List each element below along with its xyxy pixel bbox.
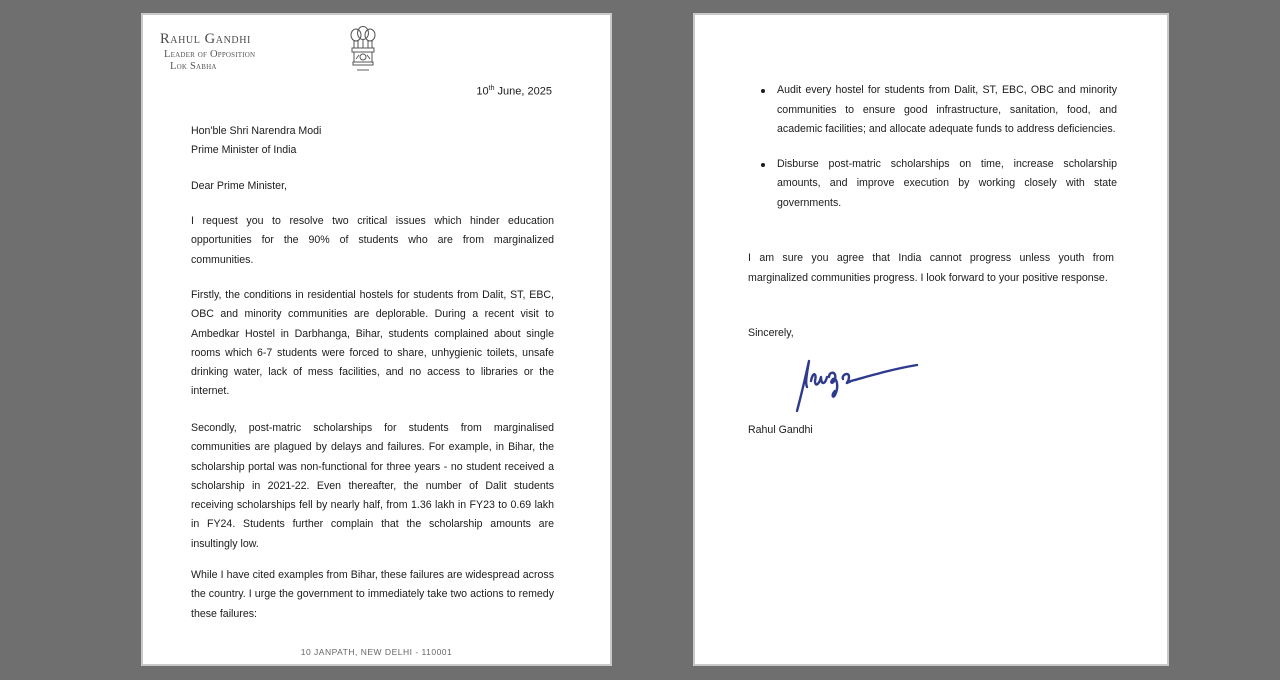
- date-suffix: th: [488, 85, 495, 92]
- state-emblem-icon: [348, 26, 378, 81]
- letter-page-2: [693, 13, 1169, 666]
- date-day: 10: [476, 85, 489, 98]
- letterhead-footer-address: 10 JANPATH, NEW DELHI - 110001: [300, 647, 453, 657]
- list-item: [747, 81, 1117, 140]
- action-text: Audit every hostel for students from Dalit, ST, EBC, OBC and minority communities to ensure good infrastructure, sanitation, food, and academic facilities; and allocate adequate funds to address deficiencies.: [777, 84, 1117, 135]
- bullet-icon: [761, 89, 765, 93]
- letterhead-name: Rahul Gandhi: [160, 31, 251, 47]
- letterhead-role: Leader of Opposition: [164, 49, 256, 60]
- body-paragraph: I request you to resolve two critical issues which hinder education opportunities for the 90% of students who are from marginalized communities.: [191, 215, 554, 266]
- action-list: [747, 81, 1117, 213]
- letterhead-house: Lok Sabha: [170, 61, 217, 72]
- closing-paragraph: I am sure you agree that India cannot progress unless youth from marginalized communities progress. I look forward to your positive response.: [748, 252, 1114, 284]
- signer-name: Rahul Gandhi: [748, 424, 813, 436]
- signature: [793, 351, 923, 421]
- body-paragraph: Firstly, the conditions in residential hostels for students from Dalit, ST, EBC, OBC and minority communities are deplorable. During a recent visit to Ambedkar Hostel in Darbhanga, Bihar, students complained about single rooms which 6-7 students were forced to share, unhygienic toilets, unsafe drinking water, lack of mess facilities, and no access to libraries or the internet.: [191, 289, 554, 398]
- letter-date: [476, 85, 552, 98]
- recipient-name: Hon'ble Shri Narendra Modi: [191, 125, 322, 137]
- list-item: [747, 155, 1117, 214]
- body-paragraph: Secondly, post-matric scholarships for students from marginalised communities are plagued by delays and failures. For example, in Bihar, the scholarship portal was non-functional for three years - no student received a scholarship in 2021-22. Even thereafter, the number of Dalit students receiving scholarships fell by nearly half, from 1.36 lakh in FY23 to 0.69 lakh in FY24. Students further complain that the scholarship amounts are insultingly low.: [191, 422, 554, 550]
- action-text: Disburse post-matric scholarships on time, increase scholarship amounts, and improve execution by working closely with state governments.: [777, 157, 1117, 209]
- closing: Sincerely,: [748, 327, 794, 339]
- letter-page-1: [141, 13, 612, 666]
- date-rest: June, 2025: [494, 85, 552, 98]
- salutation: Dear Prime Minister,: [191, 180, 287, 192]
- bullet-icon: [761, 163, 765, 167]
- recipient-title: Prime Minister of India: [191, 144, 297, 156]
- body-paragraph: While I have cited examples from Bihar, these failures are widespread across the country. I urge the government to immediately take two actions to remedy these failures:: [191, 569, 554, 620]
